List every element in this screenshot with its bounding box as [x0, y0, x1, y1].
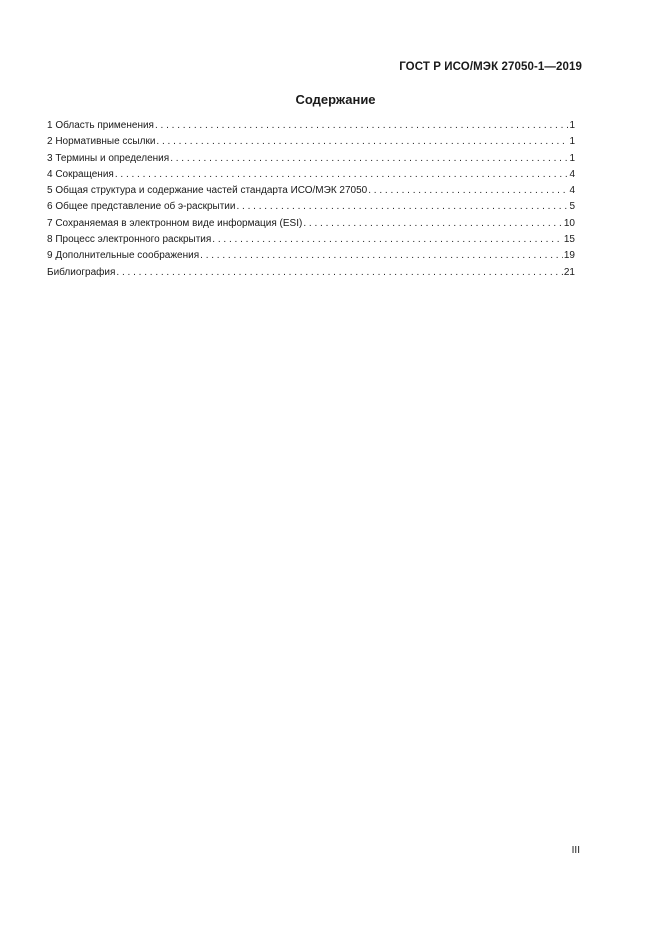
toc-entry-page: 1 [569, 120, 575, 131]
toc-entry-page: 4 [569, 185, 575, 197]
toc-entry-label: 6 Общее представление об э-раскрытии [47, 201, 236, 213]
toc-entry-general-structure[interactable] [47, 183, 575, 199]
toc-entry-label: 7 Сохраняемая в электронном виде информация (ESI) [47, 217, 303, 229]
toc-dot-leader [303, 216, 563, 232]
toc-entry-label: 4 Сокращения [47, 168, 114, 180]
toc-entry-ediscovery-process[interactable] [47, 232, 575, 248]
toc-entry-additional-considerations[interactable] [47, 248, 575, 264]
toc-entry-terms-definitions[interactable] [47, 151, 575, 167]
toc-dot-leader [116, 265, 562, 281]
toc-entry-label: 5 Общая структура и содержание частей стандарта ИСО/МЭК 27050 [47, 185, 368, 197]
toc-entry-label: 3 Термины и определения [47, 152, 170, 164]
toc-entry-page: 5 [569, 201, 575, 213]
toc-entry-page: 1 [569, 136, 575, 148]
toc-dot-leader [212, 232, 563, 248]
toc-title: Содержание [295, 92, 376, 107]
toc-entry-page: 15 [563, 234, 575, 246]
toc-dot-leader [156, 134, 568, 150]
toc-dot-leader [170, 151, 568, 167]
toc-dot-leader [236, 199, 568, 215]
document-code: ГОСТ Р ИСО/МЭК 27050-1—2019 [399, 61, 582, 73]
toc-entry-label: 1 Область применения [47, 120, 154, 131]
toc-entry-page: 10 [563, 217, 575, 229]
toc-entry-page: 4 [569, 168, 575, 180]
toc-dot-leader [200, 248, 563, 264]
table-of-contents [47, 118, 575, 281]
page-number: III [571, 845, 580, 856]
toc-entry-page: 1 [569, 152, 575, 164]
toc-entry-label: 9 Дополнительные соображения [47, 250, 200, 262]
toc-dot-leader [155, 118, 568, 134]
toc-entry-page: 19 [563, 250, 575, 262]
toc-dot-leader [368, 183, 568, 199]
toc-entry-abbreviations[interactable] [47, 167, 575, 183]
toc-entry-label: 8 Процесс электронного раскрытия [47, 234, 212, 246]
toc-entry-bibliography[interactable] [47, 265, 575, 281]
toc-dot-leader [115, 167, 569, 183]
toc-entry-ediscovery-overview[interactable] [47, 199, 575, 215]
toc-entry-normative-references[interactable] [47, 134, 575, 150]
toc-entry-label: Библиография [47, 266, 116, 278]
toc-entry-page: 21 [563, 266, 575, 278]
toc-entry-esi[interactable] [47, 216, 575, 232]
toc-entry-label: 2 Нормативные ссылки [47, 136, 156, 148]
toc-entry-scope[interactable] [47, 118, 575, 134]
